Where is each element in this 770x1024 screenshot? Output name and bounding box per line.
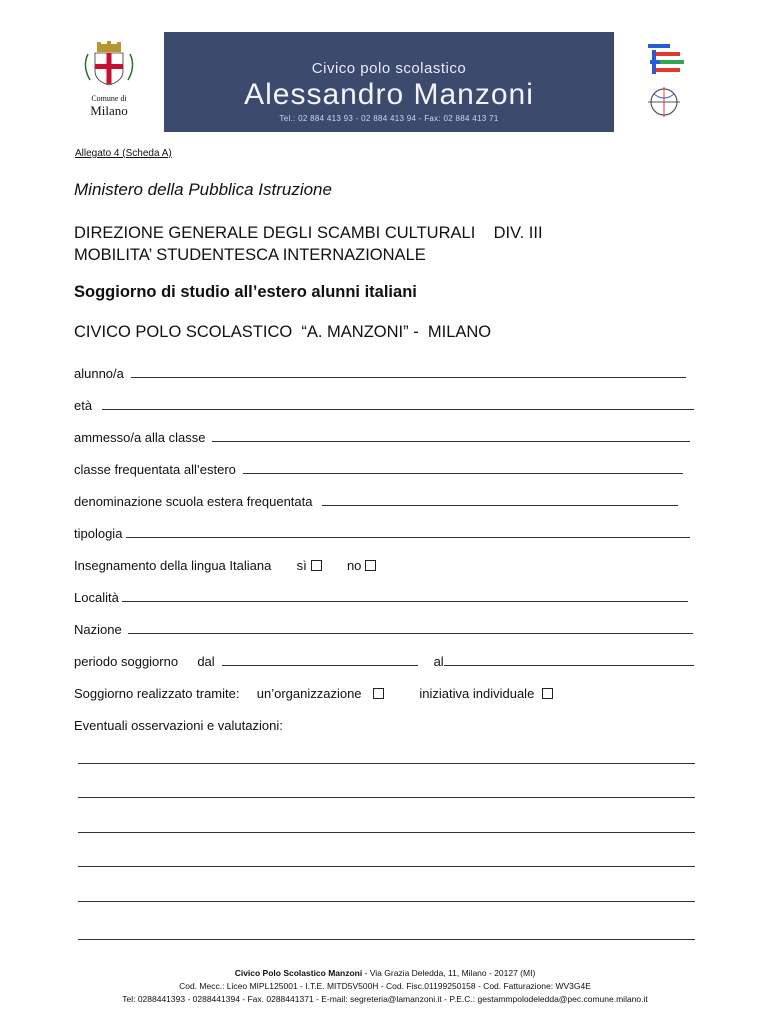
- school-banner: [164, 32, 614, 132]
- footer-address: [0, 967, 770, 980]
- field-nazione: [74, 622, 694, 637]
- nazione-label: Nazione: [74, 622, 122, 637]
- classe-estero-input-line[interactable]: [243, 462, 683, 474]
- periodo-label: periodo soggiorno: [74, 654, 179, 669]
- alunno-label: alunno/a: [74, 366, 124, 381]
- field-denominazione: [74, 494, 694, 509]
- crest-caption-city: Milano: [90, 103, 128, 118]
- al-input-line[interactable]: [444, 654, 694, 666]
- denominazione-input-line[interactable]: [322, 494, 678, 506]
- organizzazione-checkbox[interactable]: [373, 688, 384, 699]
- banner-subtitle: Civico polo scolastico: [311, 60, 467, 77]
- eta-input-line[interactable]: [102, 398, 694, 410]
- footer-address-rest: - Via Grazia Deledda, 11, Milano - 20127 (MI): [362, 968, 536, 978]
- field-insegnamento: [74, 558, 376, 573]
- al-label: al: [433, 654, 444, 669]
- direction-line-2: MOBILITA’ STUDENTESCA INTERNAZIONALE: [74, 246, 426, 264]
- no-checkbox[interactable]: [365, 560, 376, 571]
- dal-label: dal: [197, 654, 215, 669]
- field-realizzato: [74, 686, 553, 701]
- si-label: sì: [296, 558, 307, 573]
- footer-school-name: Civico Polo Scolastico Manzoni: [234, 968, 363, 978]
- classe-estero-label: classe frequentata all’estero: [74, 462, 236, 477]
- nazione-input-line[interactable]: [128, 622, 693, 634]
- field-ammesso: [74, 430, 694, 445]
- observation-line[interactable]: [78, 797, 695, 798]
- field-periodo: [74, 654, 694, 669]
- osservazioni-label: Eventuali osservazioni e valutazioni:: [74, 718, 283, 733]
- school-logo: [640, 42, 692, 122]
- dal-input-line[interactable]: [222, 654, 418, 666]
- attachment-label: [75, 148, 172, 159]
- banner-contacts: Tel.: 02 884 413 93 - 02 884 413 94 - Fax: 02 884 413 71: [279, 114, 499, 123]
- direction-line-1: DIREZIONE GENERALE DEGLI SCAMBI CULTURALI DIV. III: [74, 224, 543, 242]
- observation-line[interactable]: [78, 866, 695, 867]
- realizzato-label: Soggiorno realizzato tramite:: [74, 686, 240, 701]
- field-eta: [74, 398, 694, 413]
- observation-line[interactable]: [78, 763, 695, 764]
- footer-codes: Cod. Mecc.: Liceo MIPL125001 - I.T.E. MITD5V500H - Cod. Fisc.01199250158 - Cod. Fatturazione: WV3G4E: [179, 981, 591, 991]
- field-alunno: [74, 366, 694, 381]
- crest-caption-small: Comune di: [91, 94, 127, 103]
- alunno-input-line[interactable]: [131, 366, 686, 378]
- banner-title: Alessandro Manzoni: [244, 78, 534, 111]
- no-label: no: [346, 558, 362, 573]
- school-name-heading: CIVICO POLO SCOLASTICO “A. MANZONI” - MILANO: [74, 323, 492, 341]
- footer: [0, 967, 770, 1006]
- eta-label: età: [74, 398, 93, 413]
- localita-label: Località: [74, 590, 119, 605]
- comune-di-milano-crest: [80, 40, 138, 122]
- ammesso-input-line[interactable]: [212, 430, 690, 442]
- field-localita: [74, 590, 694, 605]
- observation-line[interactable]: [78, 901, 695, 902]
- individuale-checkbox[interactable]: [542, 688, 553, 699]
- insegnamento-label: Insegnamento della lingua Italiana: [74, 558, 272, 573]
- observation-line[interactable]: [78, 939, 695, 940]
- footer-contacts: Tel: 0288441393 - 0288441394 - Fax. 0288441371 - E-mail: segreteria@lamanzoni.it - P.E.C.: gestammpolodeledda@pec.comune.milano.it: [122, 994, 648, 1004]
- attachment-scheda: (Scheda A): [119, 148, 172, 159]
- localita-input-line[interactable]: [122, 590, 688, 602]
- organizzazione-label: un’organizzazione: [256, 686, 362, 701]
- study-stay-title: Soggiorno di studio all’estero alunni italiani: [74, 283, 417, 301]
- tipologia-label: tipologia: [74, 526, 123, 541]
- school-emblem-icon: [640, 42, 692, 122]
- field-classe-estero: [74, 462, 694, 477]
- denominazione-label: denominazione scuola estera frequentata: [74, 494, 313, 509]
- attachment-number: Allegato 4: [75, 148, 120, 159]
- individuale-label: iniziativa individuale: [419, 686, 535, 701]
- si-checkbox[interactable]: [311, 560, 322, 571]
- tipologia-input-line[interactable]: [126, 526, 690, 538]
- observation-line[interactable]: [78, 832, 695, 833]
- ministry-title: Ministero della Pubblica Istruzione: [74, 180, 332, 199]
- field-tipologia: [74, 526, 694, 541]
- direction-heading: [74, 222, 543, 266]
- ammesso-label: ammesso/a alla classe: [74, 430, 206, 445]
